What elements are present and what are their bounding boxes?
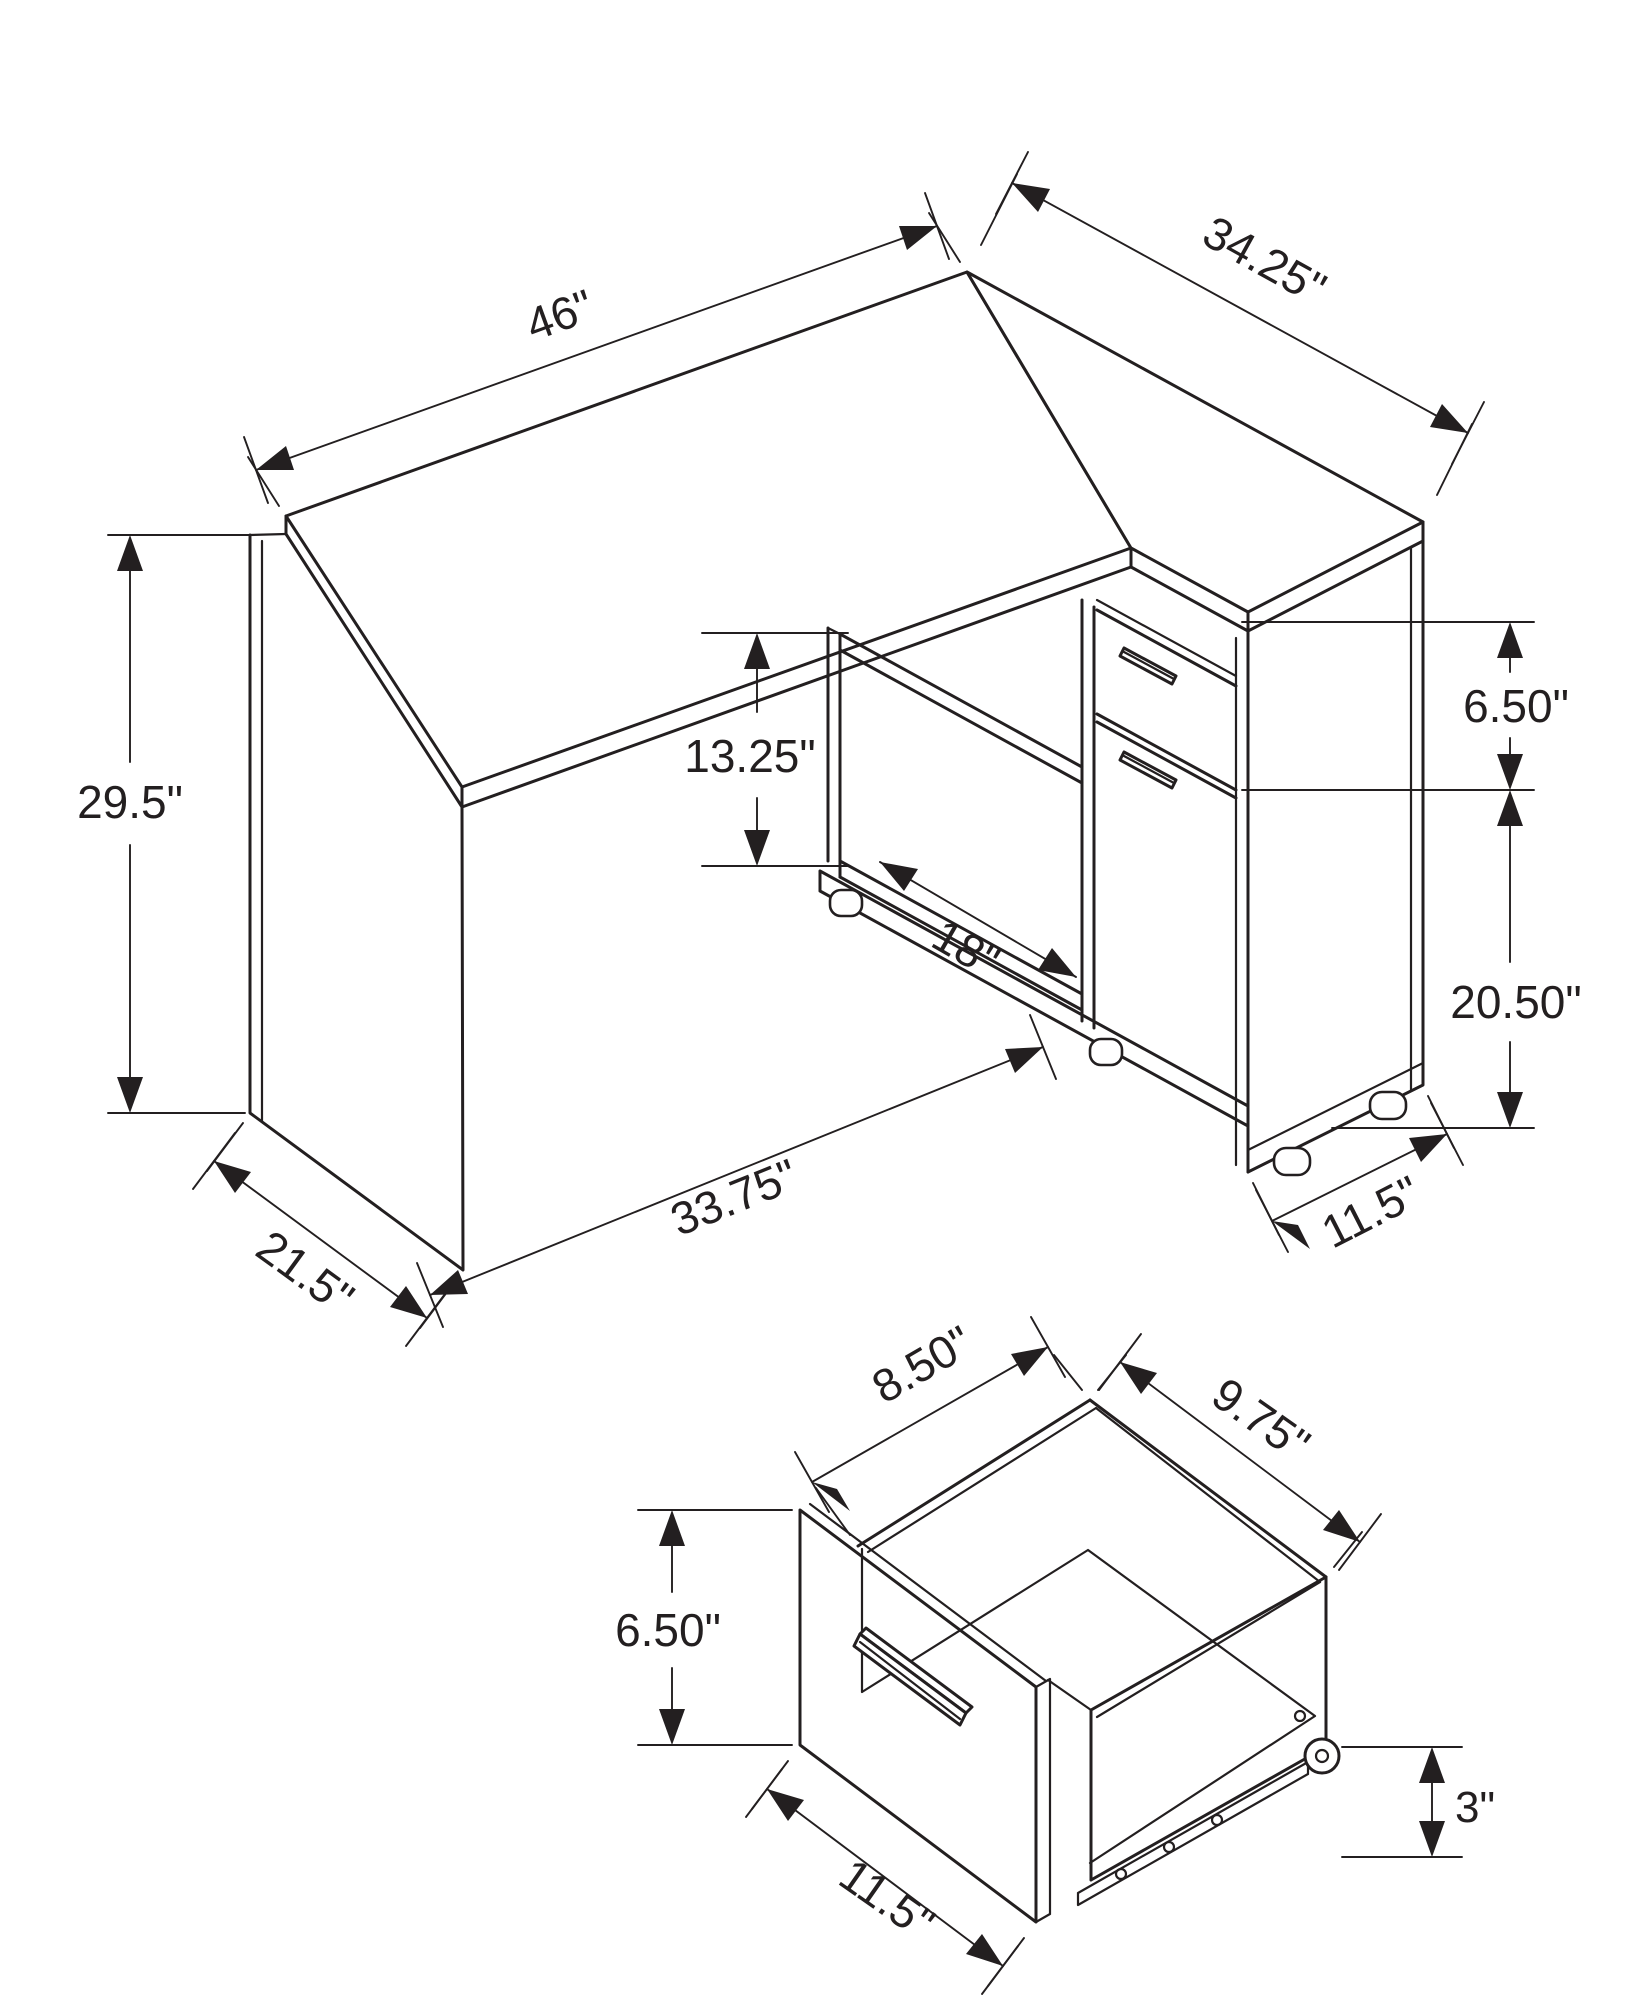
roller-wheel	[1305, 1739, 1339, 1773]
dim-drawer-detail-front-height	[615, 1510, 792, 1745]
foot	[1090, 1039, 1122, 1065]
dim-label-desk-top-length: 46"	[518, 278, 601, 351]
dim-label-cabinet-depth: 11.5"	[1313, 1165, 1429, 1259]
dim-desk-height	[77, 535, 252, 1113]
cabinet-door	[1097, 722, 1236, 798]
dim-label-drawer-inner-depth: 8.50"	[863, 1315, 981, 1414]
dim-drawer-front-height	[1242, 622, 1569, 790]
dim-cabinet-door-height	[1332, 790, 1582, 1128]
dim-label-side-panel-depth: 21.5"	[247, 1219, 364, 1325]
drawer-detail-view	[615, 1315, 1495, 1994]
dim-label-drawer-front-height: 6.50"	[1463, 680, 1569, 732]
dim-label-drawer-detail-front-height: 6.50"	[615, 1604, 721, 1656]
desk-view	[77, 152, 1582, 1346]
dim-shelf-opening-width	[880, 862, 1076, 988]
dim-drawer-inner-width	[1098, 1334, 1381, 1570]
dim-label-cabinet-door-height: 20.50"	[1450, 976, 1582, 1028]
foot	[1370, 1092, 1406, 1119]
dim-label-return-top-length: 34.25"	[1194, 205, 1335, 315]
dim-drawer-inner-depth	[795, 1315, 1082, 1535]
dim-label-shelf-opening-height: 13.25"	[684, 730, 816, 782]
dim-label-shelf-opening-width: 18"	[923, 908, 1009, 988]
dim-label-desk-height: 29.5"	[77, 776, 183, 828]
dim-label-drawer-front-width: 11.5"	[830, 1848, 945, 1950]
drawer-front-panel	[800, 1510, 1036, 1922]
dim-slide-rail-height	[1342, 1747, 1495, 1857]
slide-rail	[1078, 1711, 1339, 1905]
foot	[830, 890, 862, 916]
foot	[1274, 1148, 1310, 1175]
dim-cabinet-depth	[1253, 1096, 1463, 1258]
drawer-box	[800, 1400, 1339, 1922]
dim-label-front-span: 33.75"	[663, 1148, 805, 1246]
dim-label-slide-rail-height: 3"	[1455, 1783, 1496, 1832]
left-desktop	[286, 272, 1131, 807]
dim-front-span	[417, 1015, 1056, 1327]
cabinet	[1097, 541, 1423, 1175]
dim-label-drawer-inner-width: 9.75"	[1202, 1367, 1320, 1471]
